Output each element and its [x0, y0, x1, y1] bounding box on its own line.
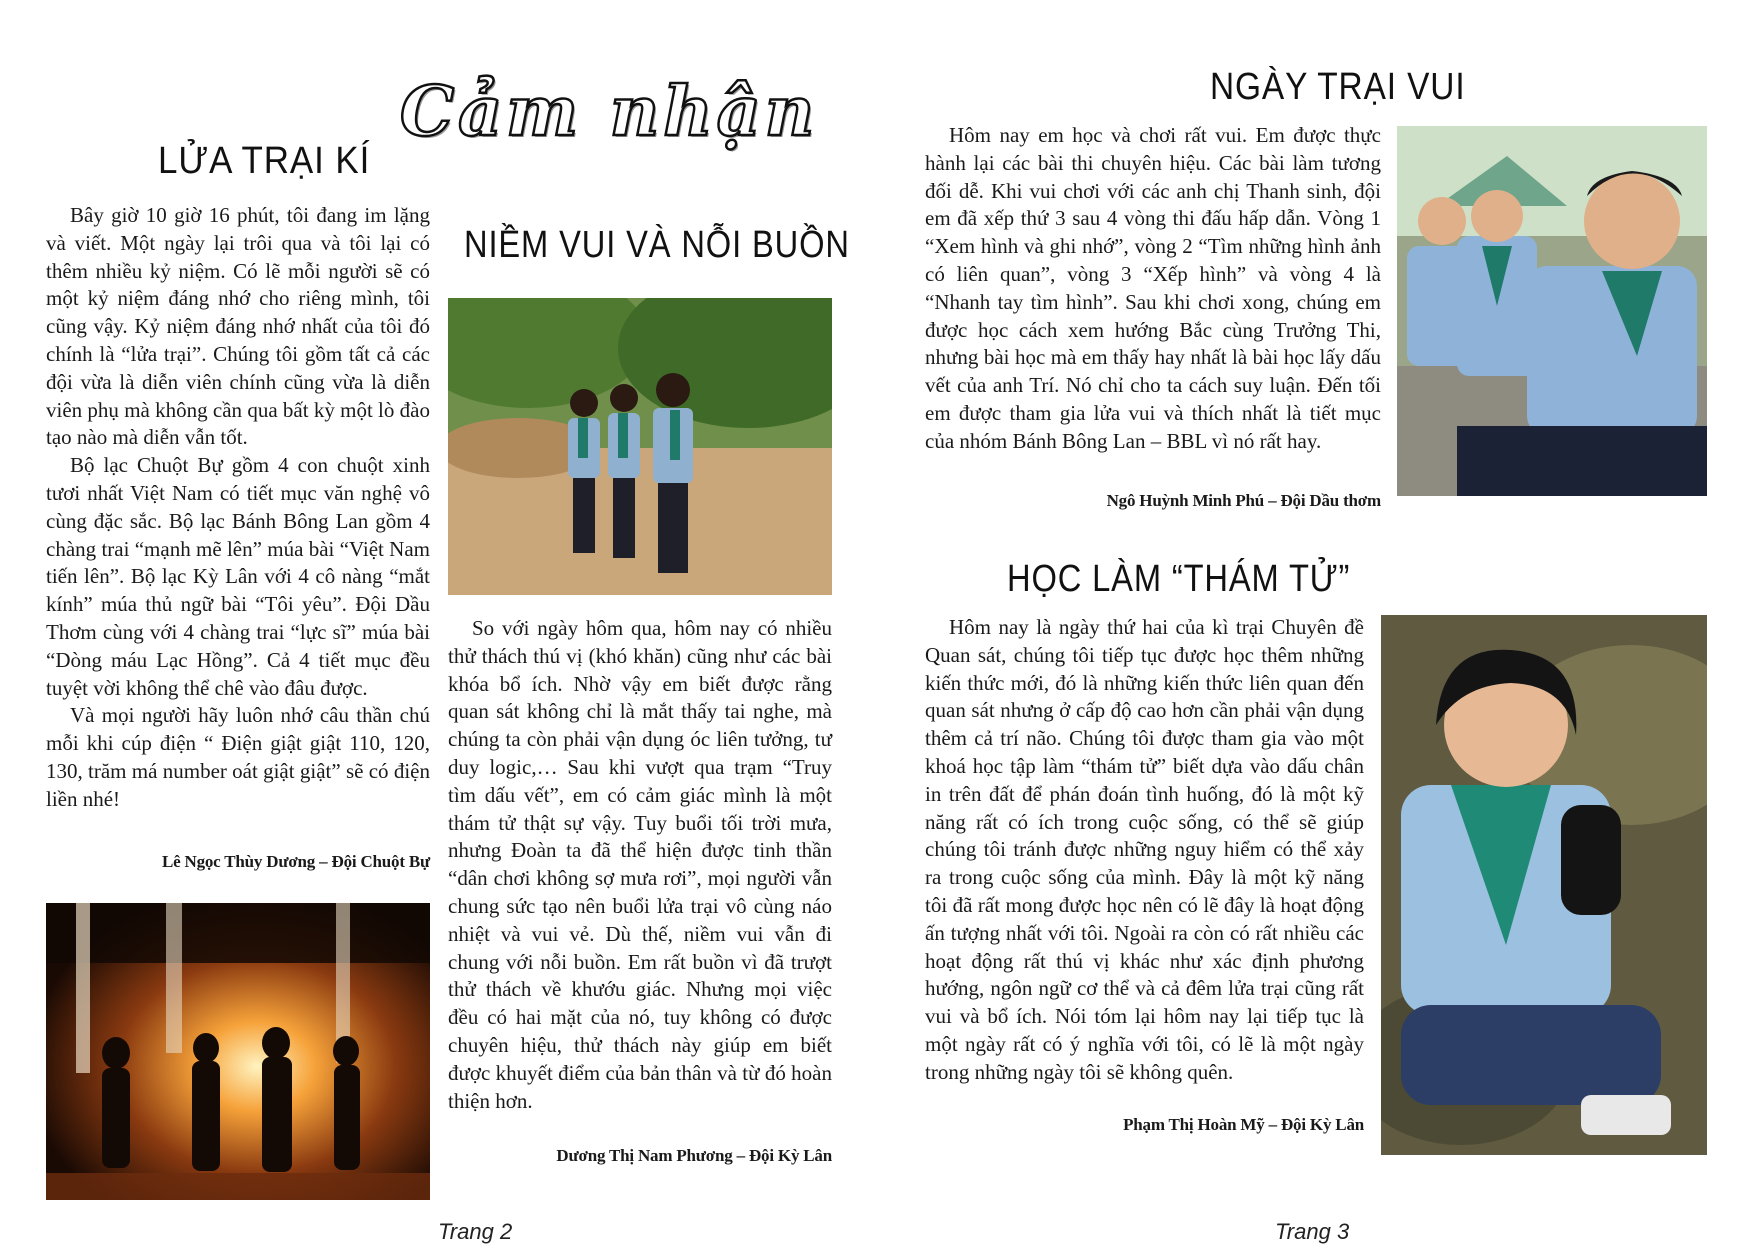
paragraph: Và mọi người hãy luôn nhớ câu thần chú mỗi khi cúp điện “ Điện giật giật 110, 120, 130, trăm má number oát giật giật” sẽ có điện liền nhé! [46, 703, 430, 811]
paragraph: Bây giờ 10 giờ 16 phút, tôi đang im lặng và viết. Một ngày lại trôi qua và tôi lại có thêm nhiều kỷ niệm. Có lẽ mỗi người sẽ có một kỷ niệm đáng nhớ cho riêng mình, tôi cũng vậy. Kỷ niệm đáng nhớ nhất của tôi đó chính là “lửa trại”. Chúng tôi gồm tất cả các đội vừa là diễn viên chính cũng vừa là diễn viên phụ mà không cần qua bất kỳ một lò đào tạo nào mà diễn vẫn tốt. [46, 203, 430, 450]
paragraph: Hôm nay là ngày thứ hai của kì trại Chuyên đề Quan sát, chúng tôi tiếp tục được học thêm những kiến thức mới, đó là những kiến thức liên quan đến quan sát nhưng ở cấp độ cao hơn cần phải vận dụng thêm cả trí não. Chúng tôi được tham gia vào một khoá học tập làm “thám tử” biết dựa vào dấu chân in trên đất để phán đoán tình huống, đó là một kỹ năng rất có ích trong cuộc sống, có thể sẽ giúp chúng tôi tránh được những nguy hiểm có thể xảy ra trong cuộc sống của mình. Đây là một kỹ năng tôi đã rất mong được học nên có lẽ đây là hoạt động ấn tượng nhất với tôi. Ngoài ra còn có rất nhiều các hoạt động rất thú vị khác như xác định phương hướng, ngôn ngữ cơ thể và cả đêm lửa trại cũng rất vui và bổ ích. Nói tóm lại hôm nay lại tiếp tục là một ngày rất có ý nghĩa với tôi, có lẽ là một ngày trong những ngày tôi sẽ không quên. [925, 615, 1364, 1084]
article-title-hoc-lam-tham-tu: HỌC LÀM “THÁM TỬ” [1007, 558, 1351, 600]
paragraph: Bộ lạc Chuột Bự gồm 4 con chuột xinh tươi nhất Việt Nam có tiết mục văn nghệ vô cùng đặc sắc. Bộ lạc Bánh Bông Lan gồm 4 chàng trai “mạnh mẽ lên” múa bài “Việt Nam tiến lên”. Bộ lạc Kỳ Lân với 4 cô nàng “mắt kính” múa thủ ngữ bài “Tôi yêu”. Đội Dầu Thơm cùng với 4 chàng trai “lực sĩ” múa bài “Dòng máu Lạc Hồng”. Cả 4 tiết mục đều tuyệt vời không thể chê vào đâu được. [46, 453, 430, 700]
paragraph: So với ngày hôm qua, hôm nay có nhiều thử thách thú vị (khó khăn) cũng như các bài khóa bổ ích. Nhờ vậy em biết được rằng quan sát không chỉ là mắt thấy tai nghe, mà chúng ta còn phải vận dụng óc liên tưởng, tư duy logic,… Sau khi vượt qua trạm “Truy tìm dấu vết”, em có cảm giác mình là một thám tử thật sự vậy. Tuy buổi tối trời mưa, nhưng Đoàn ta đã thể hiện được tinh thần “dân chơi không sợ mưa rơi”, mọi người vẫn chung sức tạo nên buổi lửa trại vô cùng náo nhiệt và vui vẻ. Dù thế, niềm vui vẫn đi chung với nỗi buồn. Em rất buồn vì đã trượt thử thách về khướu giác. Nhưng mọi việc đều có hai mặt của nó, tuy không có được chuyên hiệu, thử thách này giúp em biết được khuyết điểm của bản thân và từ đó hoàn thiện hơn. [448, 616, 832, 1113]
article-body-lua-trai-ki [46, 202, 430, 814]
article-title-lua-trai-ki: LỬA TRẠI KÍ [158, 140, 371, 182]
paragraph: Hôm nay em học và chơi rất vui. Em được thực hành lại các bài thi chuyên hiệu. Các bài làm tương đối dễ. Khi vui chơi với các anh chị Thanh sinh, đội em đã xếp thứ 3 sau 4 vòng thi đấu hấp dẫn. Vòng 1 “Xem hình và ghi nhớ”, vòng 2 “Tìm những hình ảnh có liên quan”, vòng 3 “Xếp hình” và vòng 4 là “Nhanh tay tìm hình”. Sau khi chơi xong, chúng em được học cách xem hướng Bắc cùng Trưởng Thi, nhưng bài học mà em thấy hay nhất là bài học lấy dấu vết của anh Trí. Nó chỉ cho ta cách suy luận. Đến tối em được tham gia lửa vui và thích nhất là tiết mục của nhóm Bánh Bông Lan – BBL vì nó rất hay. [925, 123, 1381, 453]
campfire-photo [46, 903, 430, 1200]
page-number-left: Trang 2 [438, 1219, 513, 1244]
scout-girl-photo [1381, 615, 1707, 1155]
page-number-right: Trang 3 [1275, 1219, 1350, 1244]
scouts-garden-photo [448, 298, 832, 595]
article-title-ngay-trai-vui: NGÀY TRẠI VUI [1210, 66, 1466, 108]
article-title-niem-vui: NIỀM VUI VÀ NỖI BUỒN [464, 224, 850, 266]
author-hoc-lam-tham-tu: Phạm Thị Hoàn Mỹ – Đội Kỳ Lân [1123, 1115, 1364, 1134]
author-lua-trai-ki: Lê Ngọc Thùy Dương – Đội Chuột Bự [161, 852, 430, 871]
article-body-ngay-trai-vui [925, 122, 1381, 456]
scout-boys-photo [1397, 126, 1707, 496]
page-title: Cảm nhận [400, 72, 819, 152]
article-body-niem-vui [448, 615, 832, 1115]
author-ngay-trai-vui: Ngô Huỳnh Minh Phú – Đội Dầu thơm [1106, 491, 1381, 510]
article-body-hoc-lam-tham-tu [925, 614, 1364, 1087]
author-niem-vui: Dương Thị Nam Phương – Đội Kỳ Lân [556, 1146, 832, 1165]
